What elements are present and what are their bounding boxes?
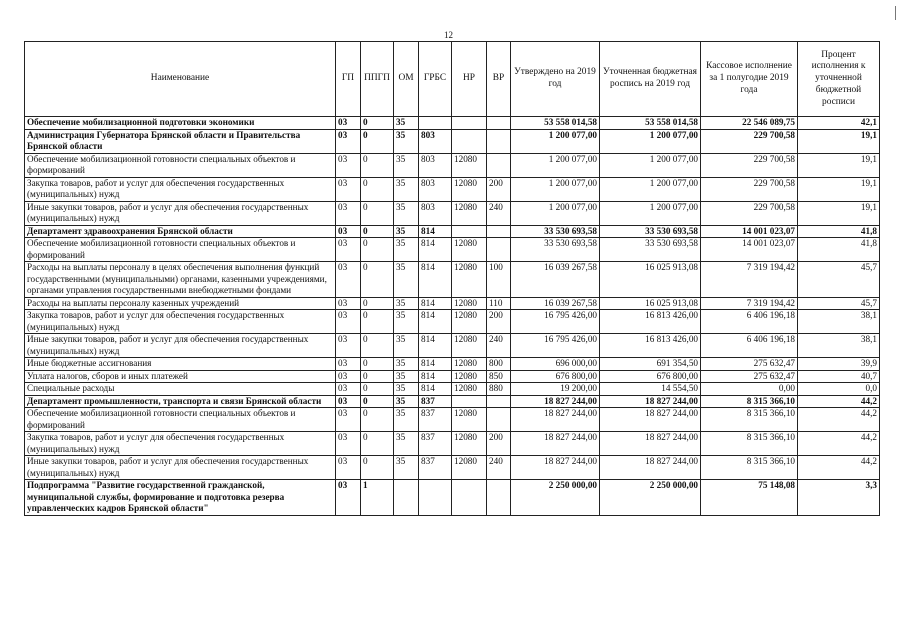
cell-grbs: 837 xyxy=(419,456,452,480)
cell-grbs: 803 xyxy=(419,177,452,201)
cell-grbs: 814 xyxy=(419,225,452,238)
cell-refined: 18 827 244,00 xyxy=(600,432,701,456)
col-header-nr: НР xyxy=(452,42,487,117)
cell-nr: 12080 xyxy=(452,201,487,225)
cell-om: 35 xyxy=(394,358,419,371)
cell-percent: 38,1 xyxy=(798,334,880,358)
cell-refined: 33 530 693,58 xyxy=(600,225,701,238)
table-row xyxy=(25,225,880,238)
cell-nr: 12080 xyxy=(452,432,487,456)
cell-om: 35 xyxy=(394,310,419,334)
cell-percent: 44,2 xyxy=(798,408,880,432)
cell-nr xyxy=(452,117,487,130)
cell-ppgp: 0 xyxy=(361,177,394,201)
cell-gp: 03 xyxy=(336,432,361,456)
cell-gp: 03 xyxy=(336,297,361,310)
cell-grbs: 814 xyxy=(419,383,452,396)
cell-approved: 18 827 244,00 xyxy=(511,432,600,456)
cell-refined: 1 200 077,00 xyxy=(600,153,701,177)
cell-om: 35 xyxy=(394,262,419,298)
cell-cash: 229 700,58 xyxy=(701,153,798,177)
cell-om: 35 xyxy=(394,153,419,177)
cell-name: Специальные расходы xyxy=(25,383,336,396)
cell-vr: 240 xyxy=(487,334,511,358)
cell-refined: 16 025 913,08 xyxy=(600,262,701,298)
cell-gp: 03 xyxy=(336,456,361,480)
cell-om: 35 xyxy=(394,432,419,456)
table-row xyxy=(25,334,880,358)
cell-approved: 33 530 693,58 xyxy=(511,225,600,238)
cell-percent: 19,1 xyxy=(798,201,880,225)
table-row xyxy=(25,153,880,177)
cell-approved: 676 800,00 xyxy=(511,370,600,383)
cell-percent: 38,1 xyxy=(798,310,880,334)
col-header-grbs: ГРБС xyxy=(419,42,452,117)
cell-ppgp: 0 xyxy=(361,383,394,396)
cell-name: Закупка товаров, работ и услуг для обеспечения государственных (муниципальных) нужд xyxy=(25,432,336,456)
cell-refined: 33 530 693,58 xyxy=(600,238,701,262)
cell-cash: 22 546 089,75 xyxy=(701,117,798,130)
cell-approved: 1 200 077,00 xyxy=(511,201,600,225)
cell-vr: 240 xyxy=(487,456,511,480)
cell-cash: 0,00 xyxy=(701,383,798,396)
cell-cash: 14 001 023,07 xyxy=(701,225,798,238)
cell-name: Закупка товаров, работ и услуг для обеспечения государственных (муниципальных) нужд xyxy=(25,310,336,334)
cell-name: Обеспечение мобилизационной готовности специальных объектов и формирований xyxy=(25,153,336,177)
col-header-percent: Процент исполнения к уточненной бюджетной росписи xyxy=(798,42,880,117)
cell-vr: 200 xyxy=(487,432,511,456)
cell-ppgp: 0 xyxy=(361,395,394,408)
cell-ppgp: 0 xyxy=(361,129,394,153)
cell-nr xyxy=(452,395,487,408)
cell-approved: 18 827 244,00 xyxy=(511,395,600,408)
table-body xyxy=(25,117,880,516)
cell-grbs: 803 xyxy=(419,129,452,153)
cell-grbs: 803 xyxy=(419,201,452,225)
cell-om: 35 xyxy=(394,238,419,262)
cell-name: Подпрограмма "Развитие государственной гражданской, муниципальной службы, формирование и подготовка резерва управленческих кадров Брянской области" xyxy=(25,480,336,516)
table-row xyxy=(25,117,880,130)
cell-ppgp: 0 xyxy=(361,370,394,383)
col-header-vr: ВР xyxy=(487,42,511,117)
table-row xyxy=(25,297,880,310)
cell-grbs: 814 xyxy=(419,297,452,310)
cell-gp: 03 xyxy=(336,225,361,238)
cell-om: 35 xyxy=(394,177,419,201)
cell-nr: 12080 xyxy=(452,408,487,432)
cell-refined: 53 558 014,58 xyxy=(600,117,701,130)
cell-percent: 41,8 xyxy=(798,225,880,238)
cell-nr: 12080 xyxy=(452,370,487,383)
cell-approved: 16 795 426,00 xyxy=(511,310,600,334)
cell-grbs: 814 xyxy=(419,334,452,358)
cell-nr: 12080 xyxy=(452,310,487,334)
cell-refined: 18 827 244,00 xyxy=(600,456,701,480)
cell-refined: 16 813 426,00 xyxy=(600,334,701,358)
cell-refined: 18 827 244,00 xyxy=(600,395,701,408)
cell-vr xyxy=(487,225,511,238)
cell-nr: 12080 xyxy=(452,334,487,358)
cell-cash: 6 406 196,18 xyxy=(701,334,798,358)
cell-gp: 03 xyxy=(336,129,361,153)
cell-om: 35 xyxy=(394,129,419,153)
cell-approved: 18 827 244,00 xyxy=(511,456,600,480)
cell-cash: 75 148,08 xyxy=(701,480,798,516)
page-number: 12 xyxy=(444,30,453,40)
cell-nr: 12080 xyxy=(452,238,487,262)
table-row xyxy=(25,432,880,456)
table-row xyxy=(25,177,880,201)
cell-gp: 03 xyxy=(336,370,361,383)
cell-refined: 16 813 426,00 xyxy=(600,310,701,334)
cell-ppgp: 0 xyxy=(361,238,394,262)
cell-name: Расходы на выплаты персоналу в целях обеспечения выполнения функций государственными (муниципальными) органами, казенными учреждениями, органами управления государственными внебюджетными фондами xyxy=(25,262,336,298)
cell-percent: 44,2 xyxy=(798,395,880,408)
table-row xyxy=(25,383,880,396)
cell-cash: 8 315 366,10 xyxy=(701,395,798,408)
cell-refined: 1 200 077,00 xyxy=(600,201,701,225)
cell-vr: 100 xyxy=(487,262,511,298)
cell-cash: 229 700,58 xyxy=(701,201,798,225)
cell-gp: 03 xyxy=(336,117,361,130)
table-row xyxy=(25,238,880,262)
cell-refined: 676 800,00 xyxy=(600,370,701,383)
cell-percent: 39,9 xyxy=(798,358,880,371)
cell-percent: 0,0 xyxy=(798,383,880,396)
cell-vr xyxy=(487,129,511,153)
table-row xyxy=(25,395,880,408)
cell-approved: 1 200 077,00 xyxy=(511,129,600,153)
cell-approved: 16 795 426,00 xyxy=(511,334,600,358)
cell-gp: 03 xyxy=(336,177,361,201)
cell-cash: 275 632,47 xyxy=(701,370,798,383)
cell-name: Расходы на выплаты персоналу казенных учреждений xyxy=(25,297,336,310)
cell-refined: 1 200 077,00 xyxy=(600,177,701,201)
cell-approved: 1 200 077,00 xyxy=(511,177,600,201)
cell-vr: 110 xyxy=(487,297,511,310)
cell-gp: 03 xyxy=(336,358,361,371)
cell-approved: 18 827 244,00 xyxy=(511,408,600,432)
cell-gp: 03 xyxy=(336,480,361,516)
cell-om xyxy=(394,480,419,516)
cell-gp: 03 xyxy=(336,201,361,225)
cell-percent: 45,7 xyxy=(798,262,880,298)
cell-name: Закупка товаров, работ и услуг для обеспечения государственных (муниципальных) нужд xyxy=(25,177,336,201)
cell-om: 35 xyxy=(394,297,419,310)
cell-ppgp: 1 xyxy=(361,480,394,516)
cell-ppgp: 0 xyxy=(361,408,394,432)
cell-grbs: 814 xyxy=(419,310,452,334)
cell-nr: 12080 xyxy=(452,153,487,177)
cell-name: Администрация Губернатора Брянской области и Правительства Брянской области xyxy=(25,129,336,153)
cell-nr xyxy=(452,480,487,516)
cell-nr: 12080 xyxy=(452,383,487,396)
cell-name: Департамент здравоохранения Брянской области xyxy=(25,225,336,238)
cell-grbs: 837 xyxy=(419,395,452,408)
cell-nr: 12080 xyxy=(452,262,487,298)
cell-gp: 03 xyxy=(336,262,361,298)
cell-nr: 12080 xyxy=(452,456,487,480)
cell-refined: 18 827 244,00 xyxy=(600,408,701,432)
cell-percent: 19,1 xyxy=(798,153,880,177)
cell-percent: 19,1 xyxy=(798,177,880,201)
cell-percent: 40,7 xyxy=(798,370,880,383)
cell-name: Иные бюджетные ассигнования xyxy=(25,358,336,371)
cell-om: 35 xyxy=(394,201,419,225)
col-header-gp: ГП xyxy=(336,42,361,117)
cell-grbs: 814 xyxy=(419,370,452,383)
cell-gp: 03 xyxy=(336,153,361,177)
cell-approved: 1 200 077,00 xyxy=(511,153,600,177)
cell-om: 35 xyxy=(394,395,419,408)
budget-table xyxy=(24,41,880,516)
table-row xyxy=(25,358,880,371)
cell-refined: 16 025 913,08 xyxy=(600,297,701,310)
cell-percent: 3,3 xyxy=(798,480,880,516)
page-edge-mark xyxy=(895,6,896,20)
cell-vr: 240 xyxy=(487,201,511,225)
cell-gp: 03 xyxy=(336,334,361,358)
cell-nr xyxy=(452,129,487,153)
cell-grbs: 837 xyxy=(419,408,452,432)
cell-percent: 44,2 xyxy=(798,432,880,456)
cell-om: 35 xyxy=(394,334,419,358)
cell-approved: 696 000,00 xyxy=(511,358,600,371)
cell-grbs: 814 xyxy=(419,358,452,371)
col-header-refined: Уточненная бюджетная роспись на 2019 год xyxy=(600,42,701,117)
cell-ppgp: 0 xyxy=(361,358,394,371)
cell-cash: 7 319 194,42 xyxy=(701,297,798,310)
cell-om: 35 xyxy=(394,225,419,238)
cell-vr: 800 xyxy=(487,358,511,371)
cell-ppgp: 0 xyxy=(361,297,394,310)
cell-cash: 8 315 366,10 xyxy=(701,456,798,480)
cell-percent: 42,1 xyxy=(798,117,880,130)
table-row xyxy=(25,480,880,516)
cell-name: Обеспечение мобилизационной подготовки экономики xyxy=(25,117,336,130)
cell-name: Обеспечение мобилизационной готовности специальных объектов и формирований xyxy=(25,238,336,262)
cell-om: 35 xyxy=(394,383,419,396)
cell-approved: 19 200,00 xyxy=(511,383,600,396)
cell-refined: 1 200 077,00 xyxy=(600,129,701,153)
cell-gp: 03 xyxy=(336,395,361,408)
cell-vr xyxy=(487,153,511,177)
cell-gp: 03 xyxy=(336,238,361,262)
cell-cash: 14 001 023,07 xyxy=(701,238,798,262)
cell-refined: 691 354,50 xyxy=(600,358,701,371)
table-row xyxy=(25,262,880,298)
col-header-approved: Утверждено на 2019 год xyxy=(511,42,600,117)
cell-om: 35 xyxy=(394,117,419,130)
col-header-ppgp: ППГП xyxy=(361,42,394,117)
cell-name: Департамент промышленности, транспорта и связи Брянской области xyxy=(25,395,336,408)
cell-ppgp: 0 xyxy=(361,225,394,238)
cell-name: Иные закупки товаров, работ и услуг для обеспечения государственных (муниципальных) нужд xyxy=(25,456,336,480)
cell-cash: 6 406 196,18 xyxy=(701,310,798,334)
cell-percent: 44,2 xyxy=(798,456,880,480)
cell-ppgp: 0 xyxy=(361,456,394,480)
cell-grbs: 837 xyxy=(419,432,452,456)
col-header-cash: Кассовое исполнение за 1 полугодие 2019 года xyxy=(701,42,798,117)
cell-ppgp: 0 xyxy=(361,432,394,456)
cell-refined: 2 250 000,00 xyxy=(600,480,701,516)
cell-vr xyxy=(487,117,511,130)
table-row xyxy=(25,129,880,153)
cell-ppgp: 0 xyxy=(361,334,394,358)
cell-name: Обеспечение мобилизационной готовности специальных объектов и формирований xyxy=(25,408,336,432)
cell-name: Иные закупки товаров, работ и услуг для обеспечения государственных (муниципальных) нужд xyxy=(25,201,336,225)
table-row xyxy=(25,408,880,432)
cell-cash: 229 700,58 xyxy=(701,129,798,153)
cell-grbs: 814 xyxy=(419,238,452,262)
cell-gp: 03 xyxy=(336,408,361,432)
cell-om: 35 xyxy=(394,456,419,480)
cell-cash: 8 315 366,10 xyxy=(701,432,798,456)
table-row xyxy=(25,310,880,334)
cell-gp: 03 xyxy=(336,383,361,396)
cell-approved: 53 558 014,58 xyxy=(511,117,600,130)
cell-vr: 200 xyxy=(487,177,511,201)
cell-grbs xyxy=(419,117,452,130)
cell-percent: 41,8 xyxy=(798,238,880,262)
cell-vr: 850 xyxy=(487,370,511,383)
cell-vr xyxy=(487,408,511,432)
cell-ppgp: 0 xyxy=(361,117,394,130)
cell-ppgp: 0 xyxy=(361,153,394,177)
cell-om: 35 xyxy=(394,370,419,383)
col-header-name: Наименование xyxy=(25,42,336,117)
table-row xyxy=(25,201,880,225)
cell-approved: 16 039 267,58 xyxy=(511,297,600,310)
cell-cash: 229 700,58 xyxy=(701,177,798,201)
cell-percent: 19,1 xyxy=(798,129,880,153)
cell-name: Иные закупки товаров, работ и услуг для обеспечения государственных (муниципальных) нужд xyxy=(25,334,336,358)
cell-nr xyxy=(452,225,487,238)
cell-grbs: 814 xyxy=(419,262,452,298)
cell-vr xyxy=(487,395,511,408)
cell-vr xyxy=(487,238,511,262)
cell-ppgp: 0 xyxy=(361,262,394,298)
cell-nr: 12080 xyxy=(452,177,487,201)
cell-ppgp: 0 xyxy=(361,310,394,334)
cell-nr: 12080 xyxy=(452,297,487,310)
cell-approved: 16 039 267,58 xyxy=(511,262,600,298)
cell-om: 35 xyxy=(394,408,419,432)
table-row xyxy=(25,370,880,383)
table-row xyxy=(25,456,880,480)
cell-ppgp: 0 xyxy=(361,201,394,225)
cell-grbs xyxy=(419,480,452,516)
cell-approved: 2 250 000,00 xyxy=(511,480,600,516)
cell-nr: 12080 xyxy=(452,358,487,371)
cell-grbs: 803 xyxy=(419,153,452,177)
cell-vr: 880 xyxy=(487,383,511,396)
cell-cash: 7 319 194,42 xyxy=(701,262,798,298)
cell-gp: 03 xyxy=(336,310,361,334)
cell-percent: 45,7 xyxy=(798,297,880,310)
table-header-row xyxy=(25,42,880,117)
cell-vr: 200 xyxy=(487,310,511,334)
col-header-om: ОМ xyxy=(394,42,419,117)
cell-cash: 275 632,47 xyxy=(701,358,798,371)
cell-approved: 33 530 693,58 xyxy=(511,238,600,262)
cell-cash: 8 315 366,10 xyxy=(701,408,798,432)
cell-vr xyxy=(487,480,511,516)
cell-name: Уплата налогов, сборов и иных платежей xyxy=(25,370,336,383)
cell-refined: 14 554,50 xyxy=(600,383,701,396)
